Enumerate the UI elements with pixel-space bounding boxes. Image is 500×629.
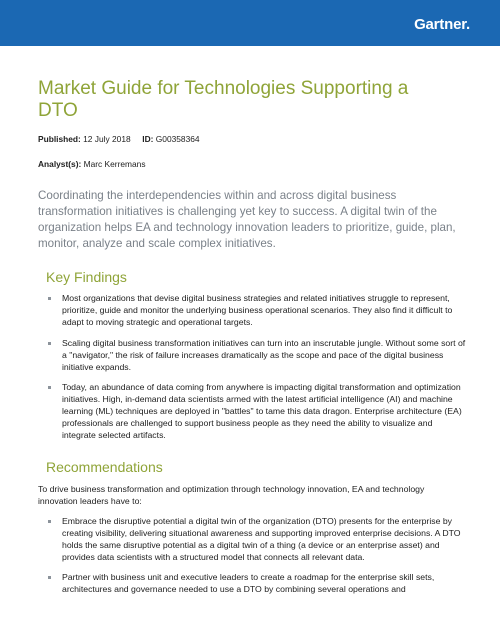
list-item <box>38 516 466 564</box>
list-item <box>38 293 466 329</box>
published-label: Published: <box>38 134 81 144</box>
list-item <box>38 382 466 442</box>
key-findings-heading: Key Findings <box>46 269 127 285</box>
recommendations-intro: To drive business transformation and optimization through technology innovation, EA and technology innovation leaders have to: <box>38 483 425 506</box>
bullet-icon <box>48 342 51 345</box>
bullet-icon <box>48 297 51 300</box>
list-item <box>38 572 466 596</box>
publication-meta <box>38 134 466 145</box>
id-label: ID: <box>142 134 154 144</box>
document-title: Market Guide for Technologies Supporting a DTO <box>38 78 409 121</box>
gartner-logo: Gartner. <box>414 16 470 33</box>
document-id: G00358364 <box>155 134 200 144</box>
recommendations-heading: Recommendations <box>46 458 163 475</box>
list-item <box>38 338 466 374</box>
finding-text: Scaling digital business transformation initiatives can turn into an inscrutable jungle. Without some sort of a "navigator," the risk of failure increases dramatically as the scope and pace of the digital business initiative expands. <box>62 337 466 372</box>
bullet-icon <box>48 386 51 389</box>
header-bar <box>0 0 500 46</box>
recommendation-text: Partner with business unit and executive leaders to create a roadmap for the enterprise skill sets, architectures and governance needed to use a DTO by combining several operations and <box>62 572 435 595</box>
analyst-label: Analyst(s): <box>38 159 82 169</box>
document-body <box>38 78 466 605</box>
published-date: 12 July 2018 <box>83 134 131 144</box>
bullet-icon <box>48 576 51 579</box>
analyst-line <box>38 159 466 170</box>
key-findings-list <box>38 293 466 442</box>
summary-paragraph: Coordinating the interdependencies within and across digital business transformation initiatives is challenging yet key to success. A digital twin of the organization helps EA and technology innovation leaders to prioritize, guide, plan, monitor, analyze and scale complex initiatives. <box>38 189 456 250</box>
finding-text: Today, an abundance of data coming from anywhere is impacting digital transformation and optimization initiatives. High, in-demand data scientists armed with the latest artificial intelligence (AI) and machine learning (ML) techniques are deployed in "battles" to tame this data dragon. Enterprise architecture (EA) professionals are challenged to support business people as they need the ability to visualize and integrate selected artifacts. <box>62 382 462 441</box>
analyst-name: Marc Kerremans <box>83 159 146 169</box>
recommendations-list <box>38 516 466 596</box>
finding-text: Most organizations that devise digital business strategies and related initiatives struggle to represent, prioritize, guide and monitor the underlying business operational scenarios. They also find it difficult to adapt to moving strategic and operational targets. <box>62 293 453 327</box>
bullet-icon <box>48 520 51 523</box>
recommendation-text: Embrace the disruptive potential a digital twin of the organization (DTO) presents for the enterprise by creating visibility, delivering situational awareness and supporting improved enterprise decisions. A DTO holds the same disruptive potential as a digital twin of a thing (a device or an enterprise asset) and provides data scientists with a structured model that connects all relevant data. <box>62 515 461 562</box>
